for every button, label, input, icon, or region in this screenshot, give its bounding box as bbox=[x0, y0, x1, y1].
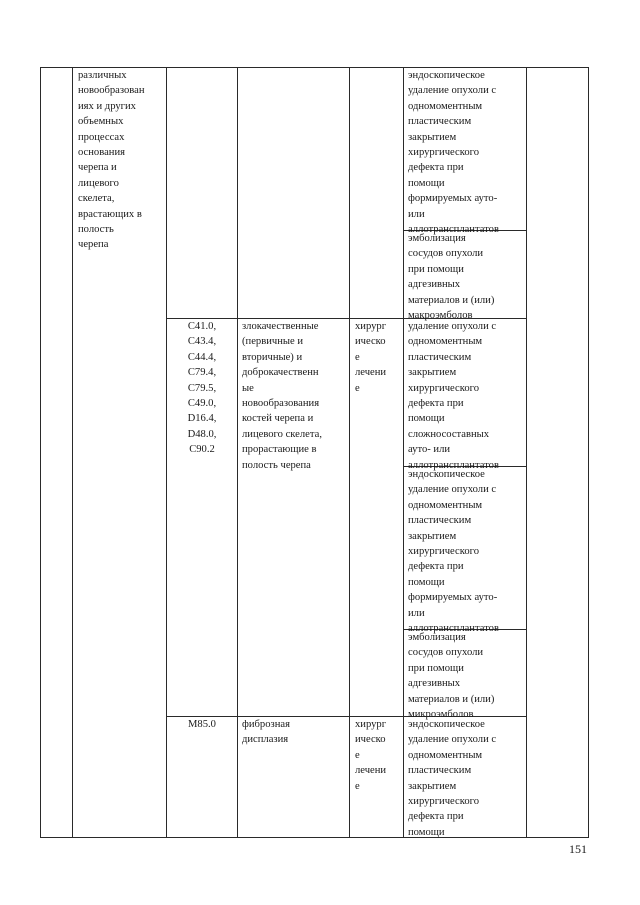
method-cell: удаление опухоли с одномоментным пластическим закрытием хирургического дефекта при помощи сложносоставных ауто- или аллотрансплантатов bbox=[408, 321, 499, 471]
column-divider-3 bbox=[237, 67, 238, 838]
page-number: 151 bbox=[569, 842, 587, 856]
column-divider-1 bbox=[72, 67, 73, 838]
icd-codes: C41.0, C43.4, C44.4, C79.4, C79.5, C49.0, D16.4, D48.0, C90.2 bbox=[187, 321, 217, 456]
condition-text: различных новообразован иях и других объемных процессах основания черепа и лицевого скелета, врастающих в полость черепа bbox=[78, 70, 145, 251]
table-border-left bbox=[40, 67, 41, 838]
column-divider-5 bbox=[403, 67, 404, 838]
table-border-right bbox=[588, 67, 589, 838]
method-cell: эмболизация сосудов опухоли при помощи адгезивных материалов и (или) микроэмболов bbox=[408, 632, 495, 721]
method-cell: эндоскопическое удаление опухоли с одномоментным пластическим закрытием хирургического дефекта при помощи формируемых ауто- или аллотрансплантатов bbox=[408, 469, 499, 635]
treatment-type: хирург ическо е лечени е bbox=[355, 719, 387, 792]
patient-model-text: злокачественные (первичные и вторичные) и доброкачественн ые новообразования костей черепа и лицевого скелета, прорастающие в полость черепа bbox=[242, 321, 322, 471]
icd-codes: M85.0 bbox=[188, 719, 216, 730]
method-cell: эндоскопическое удаление опухоли с одномоментным пластическим закрытием хирургического дефекта при помощи формируемых ауто- или аллотрансплантатов bbox=[408, 70, 499, 236]
method-cell: эмболизация сосудов опухоли при помощи адгезивных материалов и (или) макроэмболов bbox=[408, 233, 495, 322]
method-cell: эндоскопическое удаление опухоли с одномоментным пластическим закрытием хирургического дефекта при помощи bbox=[408, 719, 497, 838]
patient-model-text: фиброзная дисплазия bbox=[242, 719, 290, 746]
treatment-type: хирург ическо е лечени е bbox=[355, 321, 387, 394]
